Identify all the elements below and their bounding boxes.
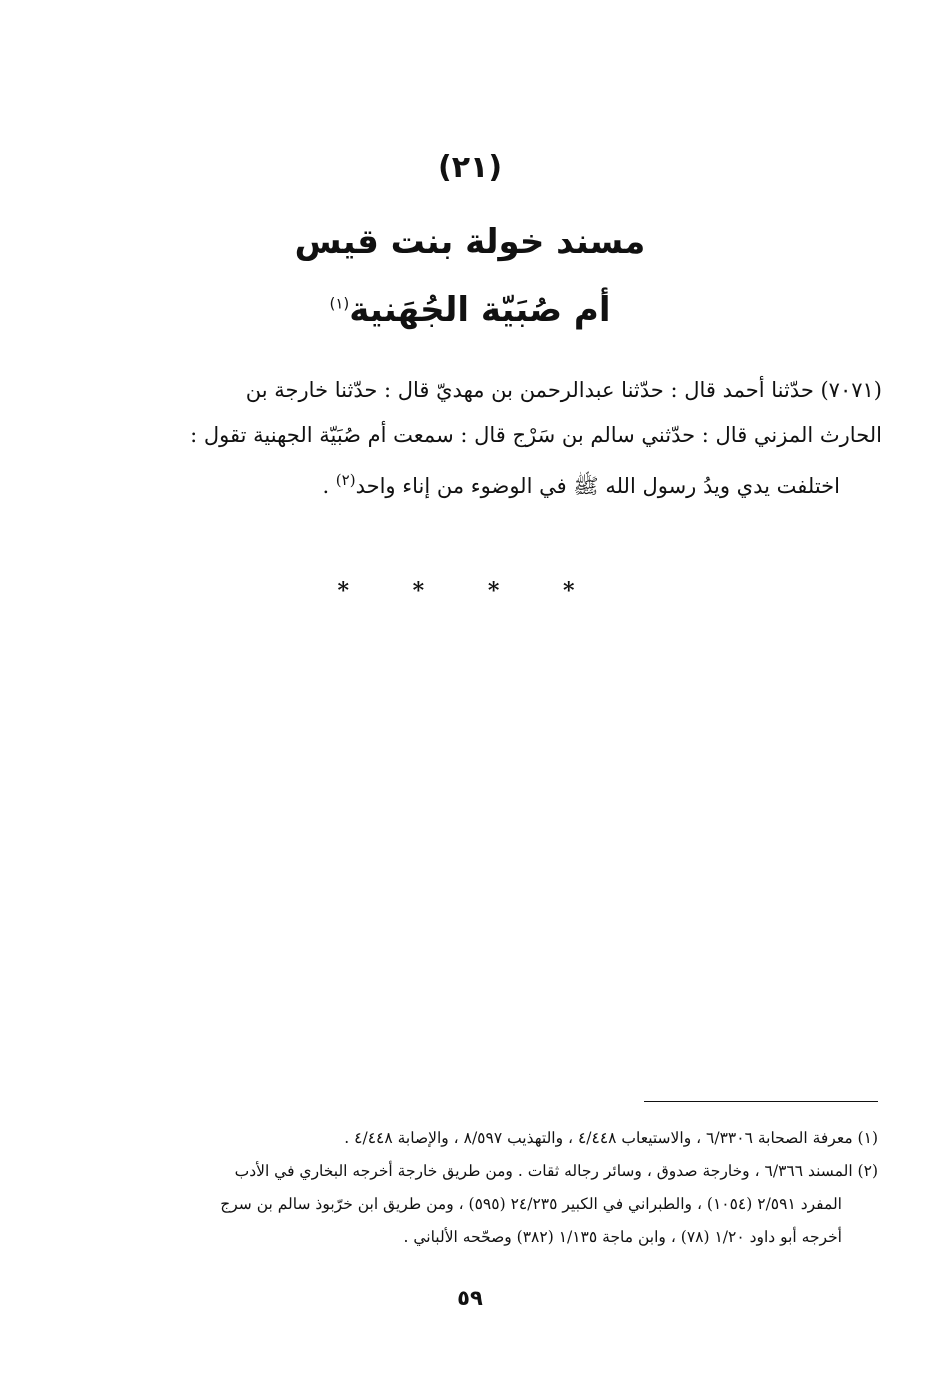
subtitle-footnote-ref: (١): [329, 294, 350, 313]
footnote-2: (٢) المسند ٦/٣٦٦ ، وخارجة صدوق ، وسائر رجاله ثقات . ومن طريق خارجة أخرجه البخاري في الأدب: [234, 1162, 878, 1180]
page-number: ٥٩: [457, 1286, 483, 1310]
hadith-footnote-ref: (٢): [335, 471, 356, 489]
footnotes: [108, 1122, 878, 1254]
hadith-text: [118, 368, 882, 509]
footnote-2-continuation: أخرجه أبو داود ١/٢٠ (٧٨) ، وابن ماجة ١/١٣٥ (٣٨٢) وصحّحه الألباني .: [403, 1228, 842, 1246]
hadith-line-end: .: [322, 474, 336, 498]
chapter-number: (٢١): [437, 150, 503, 185]
subtitle-text: أم صُبَيّة الجُهَنية: [349, 290, 611, 330]
footnote-1: (١) معرفة الصحابة ٦/٣٣٠٦ ، والاستيعاب ٤/٤٤٨ ، والتهذيب ٨/٥٩٧ ، والإصابة ٤/٤٤٨ .: [344, 1129, 878, 1147]
chapter-subtitle: [0, 290, 940, 330]
footnote-2-continuation: المفرد ٢/٥٩١ (١٠٥٤) ، والطبراني في الكبير ٢٤/٢٣٥ (٥٩٥) ، ومن طريق ابن خرّبوذ سالم بن سرج: [220, 1195, 842, 1213]
chapter-title: مسند خولة بنت قيس: [294, 222, 646, 262]
section-separator: * * * *: [337, 578, 603, 604]
hadith-line-last: [118, 458, 882, 509]
hadith-line: (٧٠٧١) حدّثنا أحمد قال : حدّثنا عبدالرحمن بن مهديّ قال : حدّثنا خارجة بن: [245, 378, 882, 402]
hadith-line-text: اختلفت يدي ويدُ رسول الله ﷺ في الوضوء من إناء واحد: [355, 474, 840, 498]
hadith-line: الحارث المزني قال : حدّثني سالم بن سَرْج قال : سمعت أم صُبَيّة الجهنية تقول :: [190, 423, 882, 447]
footnote-divider: [644, 1101, 878, 1102]
